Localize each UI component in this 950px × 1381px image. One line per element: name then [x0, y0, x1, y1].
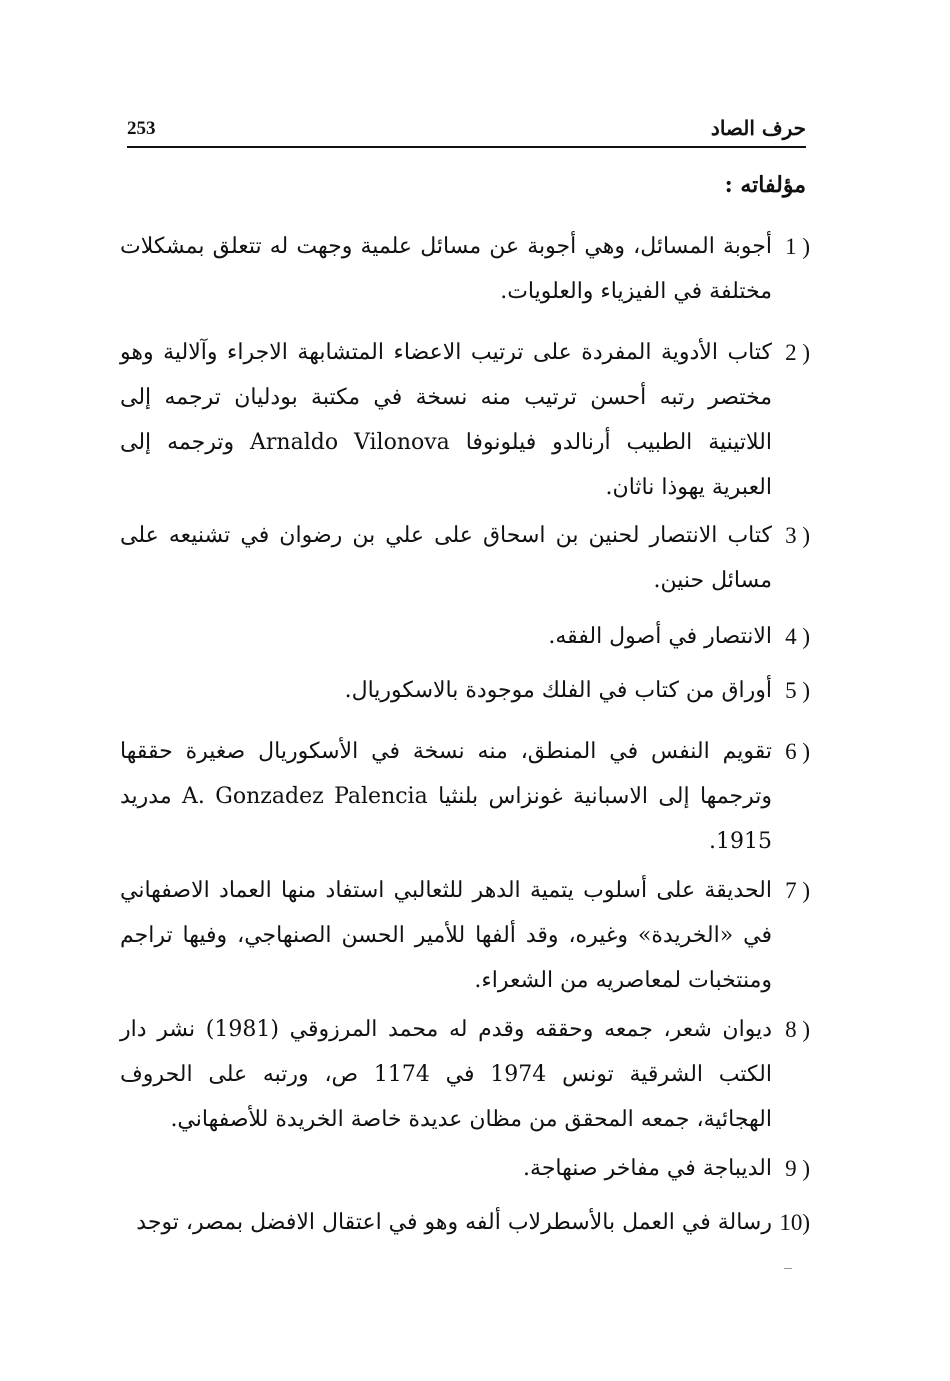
item-text: الحديقة على أسلوب يتمية الدهر للثعالبي استفاد منها العماد الاصفهاني في «الخريدة» وغيره، وقد ألفها للأمير الحسن الصنهاجي، وفيها تراجم ومنتخبات لمعاصريه من الشعراء.	[120, 878, 772, 993]
item-number: 4 )	[785, 624, 810, 649]
item-text: كتاب الانتصار لحنين بن اسحاق على علي بن رضوان في تشنيعه على مسائل حنين.	[120, 523, 772, 593]
page-number: 253	[127, 118, 156, 139]
list-item	[120, 868, 810, 1003]
item-number: 6 )	[785, 739, 810, 764]
item-number: 2 )	[785, 340, 810, 365]
section-heading: مؤلفاته :	[724, 172, 806, 198]
item-text: تقويم النفس في المنطق، منه نسخة في الأسكوريال صغيرة حققها وترجمها إلى الاسبانية غونزاس بلنثيا A. Gonzadez Palencia مدريد 1915.	[120, 739, 772, 854]
item-text: الانتصار في أصول الفقه.	[548, 624, 772, 649]
item-number: 8 )	[785, 1017, 810, 1042]
item-text: أوراق من كتاب في الفلك موجودة بالاسكوريال.	[344, 678, 772, 703]
list-item	[120, 614, 810, 659]
item-number: 3 )	[785, 523, 810, 548]
item-text: ديوان شعر، جمعه وحققه وقدم له محمد المرزوقي (1981) نشر دار الكتب الشرقية تونس 1974 في 1174 ص، ورتبه على الحروف الهجائية، جمعه المحقق من مظان عديدة خاصة الخريدة للأصفهاني.	[120, 1017, 772, 1132]
item-number: 5 )	[785, 678, 810, 703]
item-text: أجوبة المسائل، وهي أجوبة عن مسائل علمية وجهت له تتعلق بمشكلات مختلفة في الفيزياء والعلويات.	[120, 234, 772, 304]
list-item	[120, 224, 810, 314]
item-number: 7 )	[785, 878, 810, 903]
list-item	[120, 330, 810, 510]
list-item	[120, 729, 810, 864]
item-text: الديباجة في مفاخر صنهاجة.	[523, 1156, 772, 1181]
running-title: حرف الصاد	[710, 116, 806, 140]
list-item	[120, 513, 810, 603]
list-item	[120, 1200, 810, 1245]
item-text: كتاب الأدوية المفردة على ترتيب الاعضاء المتشابهة الاجراء وآلالية وهو مختصر رتبه أحسن ترتيب منه نسخة في مكتبة بودليان ترجمه إلى اللاتينية الطبيب أرنالدو فيلونوفا Arnaldo Vilonova وترجمه إلى العبرية يهوذا ناثان.	[120, 340, 772, 500]
item-number: 1 )	[785, 234, 810, 259]
item-number: 10)	[779, 1210, 810, 1235]
scan-mark	[784, 1268, 792, 1269]
item-number: 9 )	[785, 1156, 810, 1181]
list-item	[120, 668, 810, 713]
item-text: رسالة في العمل بالأسطرلاب ألفه وهو في اعتقال الافضل بمصر، توجد	[136, 1210, 772, 1235]
list-item	[120, 1146, 810, 1191]
list-item	[120, 1007, 810, 1142]
